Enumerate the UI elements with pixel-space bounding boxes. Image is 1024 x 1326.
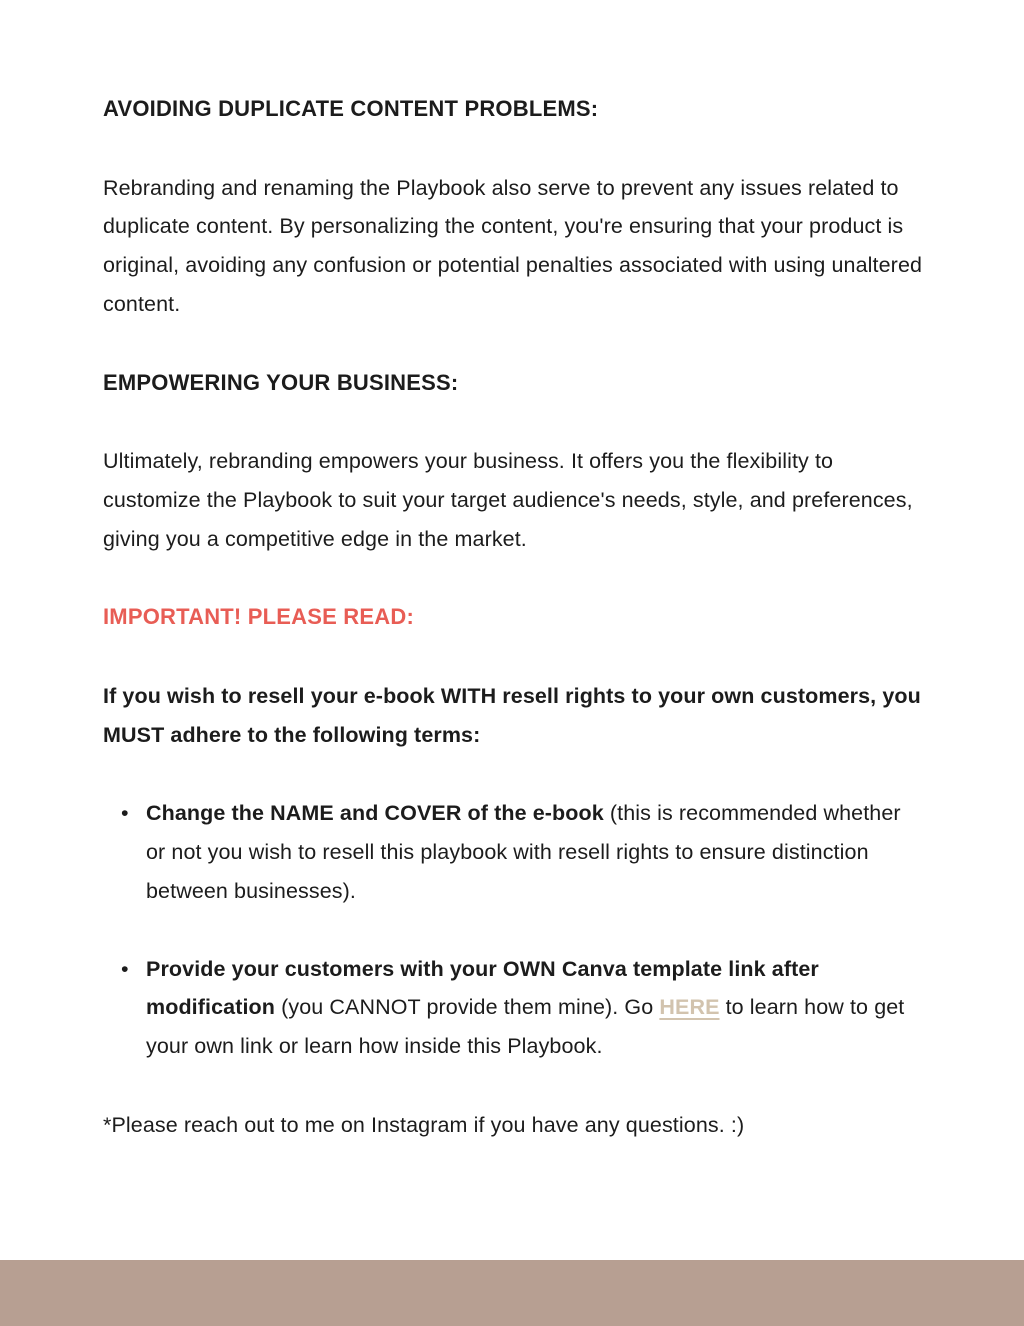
term2-bold-text: Provide your customers with your OWN Canva template link after modification [146,956,819,1020]
heading-important-please-read: IMPORTANT! PLEASE READ: [103,604,414,630]
paragraph-duplicate-content: Rebranding and renaming the Playbook also serve to prevent any issues related to duplicate content. By personalizing the content, you're ensuring that your product is original, avoiding any confusion or potential penalties associated with using unaltered content. [103,175,923,316]
paragraph-resell-terms-intro: If you wish to resell your e-book WITH resell rights to your own customers, you MUST adhere to the following terms: [103,684,921,747]
bullet-icon: • [121,801,129,826]
here-link[interactable]: HERE [659,995,720,1020]
heading-empowering-your-business: EMPOWERING YOUR BUSINESS: [103,369,459,395]
term2-pre-link-text: (you CANNOT provide them mine). Go [275,995,660,1020]
footnote-instagram: *Please reach out to me on Instagram if you have any questions. :) [103,1112,745,1137]
term1-regular-text: (this is recommended whether or not you wish to resell this playbook with resell rights to ensure distinction between businesses). [146,801,901,903]
term2-post-link-text: to learn how to get your own link or learn how inside this Playbook. [146,995,905,1058]
footer-color-band [0,1260,1024,1326]
paragraph-empowering-business: Ultimately, rebranding empowers your business. It offers you the flexibility to customize the Playbook to suit your target audience's needs, style, and preferences, giving you a competitive edge in the market. [103,449,913,551]
heading-avoiding-duplicate-content: AVOIDING DUPLICATE CONTENT PROBLEMS: [103,96,599,121]
list-item-own-canva-link [103,950,923,1066]
bullet-icon: • [121,956,129,981]
page-content [103,90,923,1184]
term1-bold-text: Change the NAME and COVER of the e-book [146,801,604,826]
list-item-change-name-cover [103,794,923,910]
resell-terms-list [103,794,923,1065]
